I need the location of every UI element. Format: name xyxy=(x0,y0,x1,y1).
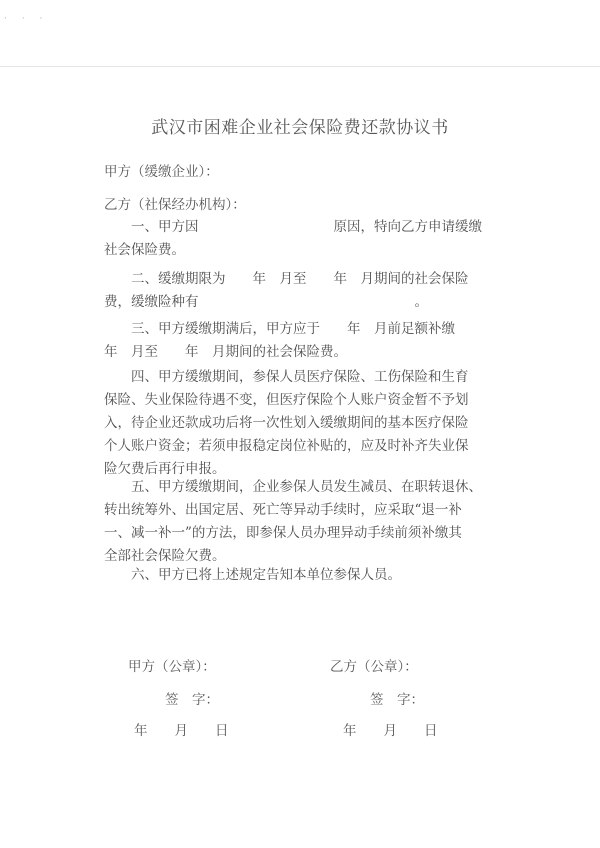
clause-5-line-3: 一、减一补一”的方法，即参保人员办理异动手续前须补缴其 xyxy=(104,525,462,541)
clause-1-line-2: 社会保险费。 xyxy=(104,242,185,258)
clause-5-line-4: 全部社会保险欠费。 xyxy=(104,548,226,564)
scan-edge-line xyxy=(0,66,600,67)
clause-4-line-5: 险欠费后再行申报。 xyxy=(104,461,226,477)
clause-1 xyxy=(104,216,500,262)
scan-marks: · · · xyxy=(4,14,49,24)
clause-4-line-1: 四、甲方缓缴期间，参保人员医疗保险、工伤保险和生育 xyxy=(131,369,469,385)
party-b-line: 乙方（社保经办机构）： xyxy=(104,197,246,213)
clause-2-line-1: 二、缓缴期限为 年 月至 年 月期间的社会保险 xyxy=(131,271,469,287)
party-b-date-label: 年 月 日 xyxy=(343,723,438,739)
party-a-line: 甲方（缓缴企业）： xyxy=(104,164,219,180)
clause-6-line-1: 六、甲方已将上述规定告知本单位参保人员。 xyxy=(131,567,401,583)
clause-2-line-2: 费，缓缴险种有 。 xyxy=(104,294,428,310)
party-a-sign-label: 签 字： xyxy=(165,692,219,708)
clause-6 xyxy=(104,564,500,587)
clause-4-line-3: 入，待企业还款成功后将一次性划入缓缴期间的基本医疗保险 xyxy=(104,415,469,431)
clause-5-line-1: 五、甲方缓缴期间，企业参保人员发生减员、在职转退休、 xyxy=(131,479,482,495)
party-a-date-label: 年 月 日 xyxy=(134,723,229,739)
clause-3-line-1: 三、甲方缓缴期满后，甲方应于 年 月前足额补缴 xyxy=(131,321,455,337)
clause-4-line-2: 保险、失业保险待遇不变，但医疗保险个人账户资金暂不予划 xyxy=(104,392,469,408)
party-a-seal-label: 甲方（公章）： xyxy=(128,659,216,675)
party-b-seal-label: 乙方（公章）： xyxy=(330,659,418,675)
clause-3 xyxy=(104,318,500,364)
clause-4-line-4: 个人账户资金；若须申报稳定岗位补贴的，应及时补齐失业保 xyxy=(104,438,469,454)
clause-5 xyxy=(104,476,500,568)
document-title: 武汉市困难企业社会保险费还款协议书 xyxy=(151,118,449,138)
clause-5-line-2: 转出统筹外、出国定居、死亡等异动手续时，应采取“退一补 xyxy=(104,502,462,518)
party-b-sign-label: 签 字： xyxy=(370,692,424,708)
clause-4 xyxy=(104,366,500,481)
clause-2 xyxy=(104,268,500,314)
clause-3-line-2: 年 月至 年 月期间的社会保险费。 xyxy=(104,344,347,360)
clause-1-line-1: 一、甲方因 原因，特向乙方申请缓缴 xyxy=(131,219,482,235)
